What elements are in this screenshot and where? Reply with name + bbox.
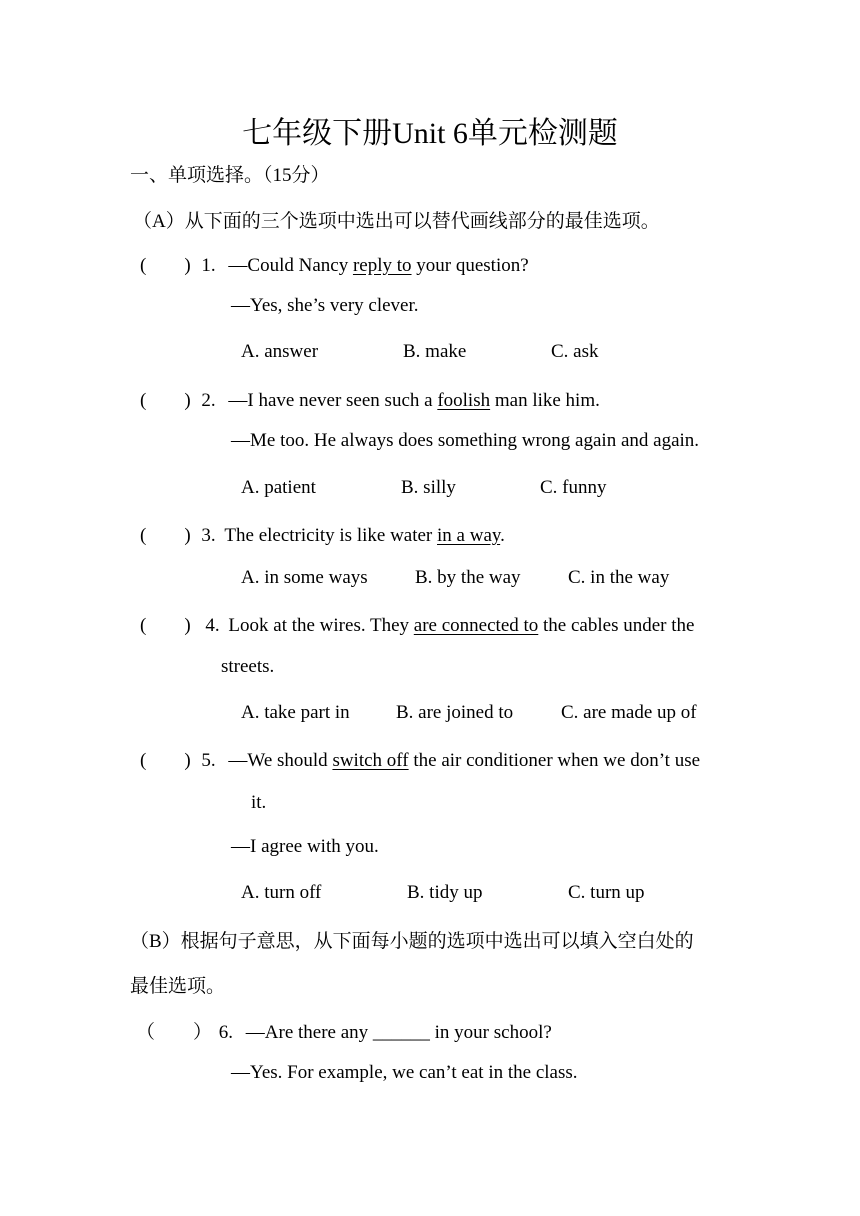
question-number: 4. — [205, 615, 220, 636]
question-number: 3. — [201, 525, 216, 546]
option-a[interactable]: A. take part in — [241, 702, 350, 723]
response-line: —I agree with you. — [231, 836, 379, 857]
section-heading: 一、单项选择。（15分） — [130, 165, 330, 186]
option-c[interactable]: C. in the way — [568, 567, 670, 588]
underlined-phrase: foolish — [437, 390, 491, 411]
question-3 — [140, 520, 505, 547]
underlined-phrase: switch off — [332, 750, 409, 771]
question-number: 6. — [218, 1022, 234, 1043]
question-text: —I have never seen such a foolish man like him. — [228, 390, 600, 411]
option-c[interactable]: C. ask — [551, 341, 599, 362]
question-4 — [140, 610, 694, 637]
page-title: 七年级下册Unit 6单元检测题 — [242, 117, 618, 150]
underlined-phrase: in a way — [437, 525, 501, 546]
option-b[interactable]: B. silly — [401, 477, 456, 498]
response-line: —Yes, she’s very clever. — [231, 295, 419, 316]
option-c[interactable]: C. funny — [540, 477, 607, 498]
answer-blank[interactable]: ( ) — [140, 615, 191, 636]
option-c[interactable]: C. turn up — [568, 882, 645, 903]
answer-blank[interactable]: ( ) — [140, 255, 191, 276]
answer-blank[interactable]: （ ） — [136, 1022, 213, 1043]
answer-blank[interactable]: ( ) — [140, 525, 191, 546]
part-b-instruction-cont: 最佳选项。 — [130, 976, 226, 997]
question-continuation: streets. — [221, 656, 275, 677]
response-line: —Yes. For example, we can’t eat in the class. — [231, 1062, 578, 1083]
question-number: 1. — [201, 255, 216, 276]
question-continuation: it. — [251, 792, 267, 813]
question-text: —We should switch off the air conditioner when we don’t use — [228, 750, 701, 771]
question-text: The electricity is like water in a way. — [224, 525, 505, 546]
question-number: 2. — [201, 390, 216, 411]
option-b[interactable]: B. by the way — [415, 567, 521, 588]
question-number: 5. — [201, 750, 216, 771]
question-1 — [140, 250, 529, 277]
underlined-phrase: reply to — [352, 255, 412, 276]
question-6 — [136, 1017, 552, 1044]
option-a[interactable]: A. turn off — [241, 882, 322, 903]
option-a[interactable]: A. answer — [241, 341, 319, 362]
underlined-phrase: are connected to — [413, 615, 539, 636]
answer-blank[interactable]: ( ) — [140, 750, 191, 771]
question-5 — [140, 745, 700, 772]
option-c[interactable]: C. are made up of — [561, 702, 697, 723]
option-b[interactable]: B. make — [403, 341, 467, 362]
response-line: —Me too. He always does something wrong again and again. — [231, 430, 700, 451]
part-b-instruction: （B）根据句子意思，从下面每小题的选项中选出可以填入空白处的 — [130, 931, 694, 952]
question-text: Look at the wires. They are connected to the cables under the — [228, 615, 695, 636]
question-text: —Are there any ______ in your school? — [245, 1022, 552, 1043]
answer-blank[interactable]: ( ) — [140, 390, 191, 411]
option-a[interactable]: A. in some ways — [241, 567, 368, 588]
option-a[interactable]: A. patient — [241, 477, 316, 498]
option-b[interactable]: B. tidy up — [407, 882, 483, 903]
part-a-instruction: （A）从下面的三个选项中选出可以替代画线部分的最佳选项。 — [133, 211, 660, 232]
question-text: —Could Nancy reply to your question? — [228, 255, 529, 276]
option-b[interactable]: B. are joined to — [396, 702, 514, 723]
question-2 — [140, 385, 600, 412]
